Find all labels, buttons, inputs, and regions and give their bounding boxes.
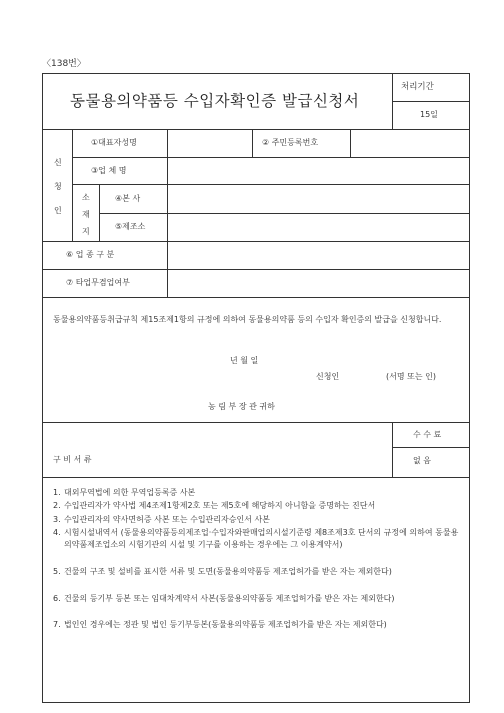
- row-rule-1: [72, 157, 470, 158]
- signer-label: 신청인: [316, 372, 340, 381]
- row-rule-6: [42, 297, 470, 298]
- document-text: 건물의 등기부 등본 또는 임대차계약서 사본(동물용의약품등 제조업허가를 받은 자는 제외한다): [64, 594, 395, 603]
- document-item: [53, 619, 465, 631]
- business-type-label: ⑥ 업 종 구 분: [66, 250, 115, 259]
- row-rule-5: [42, 269, 470, 270]
- document-number: 2.: [53, 501, 61, 510]
- addressee: 농 림 부 장 관 귀하: [208, 402, 275, 411]
- company-name-label: ③업 체 명: [91, 166, 127, 175]
- title-bottom-rule: [42, 129, 470, 130]
- document-item: [53, 500, 465, 512]
- fee-divider: [392, 447, 470, 448]
- processing-value: 15일: [420, 110, 438, 119]
- row-rule-7: [42, 422, 470, 423]
- declaration-text: 동물용의약품등취급규칙 제15조제1항의 규정에 의하여 동물용의약품 등의 수입자 확인증의 발급을 신청합니다.: [53, 315, 442, 324]
- fee-label: 수 수 료: [413, 430, 442, 439]
- document-text: 수입관리자의 약사면허증 사본 또는 수입관리자승인서 사본: [64, 515, 270, 524]
- row-rule-8: [42, 477, 470, 478]
- fee-col-divider: [392, 422, 393, 477]
- form-title: 동물용의약품등 수입자확인증 발급신청서: [70, 92, 360, 110]
- other-business-label: ⑦ 타업무겸업여부: [66, 278, 130, 287]
- document-number: 7.: [53, 620, 61, 629]
- processing-divider: [392, 101, 470, 102]
- date-line: 년 월 일: [230, 356, 259, 365]
- processing-label: 처리기간: [401, 82, 434, 92]
- resident-number-label: ② 주민등록번호: [262, 138, 319, 147]
- document-item: [53, 527, 465, 551]
- applicant-label-3: 인: [54, 206, 62, 215]
- applicant-label-1: 신: [54, 158, 62, 167]
- document-number: 6.: [53, 594, 61, 603]
- document-number: 1.: [53, 488, 61, 497]
- title-divider: [392, 73, 393, 129]
- fee-value: 없 음: [413, 456, 431, 465]
- document-number: 5.: [53, 567, 61, 576]
- row-rule-4: [42, 241, 470, 242]
- document-item: [53, 514, 465, 526]
- applicant-label-2: 청: [54, 182, 62, 191]
- location-col-divider: [99, 184, 100, 241]
- document-text: 수입관리자가 약사법 제4조제1항제2호 또는 제5호에 해당하지 아니함을 증명하는 진단서: [64, 501, 376, 510]
- location-label-1: 소: [82, 193, 90, 202]
- location-label-2: 재: [82, 210, 90, 219]
- document-text: 시험시설내역서 (동물용의약품등의제조업·수입자와판매업의시설기준령 제8조제3호 단서의 규정에 의하여 동물용의약품제조업소의 시험기관의 시설 및 기구를 이용하는 경우에는 그 이용계약서): [64, 528, 459, 549]
- location-label-3: 지: [82, 227, 90, 236]
- document-number: 4.: [53, 528, 61, 537]
- name-col-divider: [252, 129, 253, 157]
- signature-note: (서명 또는 인): [386, 372, 436, 381]
- document-text: 건물의 구조 및 설비를 표시한 서류 및 도면(동물용의약품등 제조업허가를 받은 자는 제외한다): [64, 567, 392, 576]
- document-item: [53, 593, 465, 605]
- document-text: 법인인 경우에는 정관 및 법인 등기부등본(동물용의약품등 제조업허가를 받은 자는 제외한다): [64, 620, 387, 629]
- row-rule-3: [99, 213, 470, 214]
- document-item: [53, 566, 465, 578]
- document-text: 대외무역법에 의한 무역업등록증 사본: [64, 488, 196, 497]
- documents-label: 구 비 서 류: [53, 455, 92, 464]
- label-col-divider: [167, 129, 168, 297]
- document-item: [53, 487, 465, 499]
- applicant-col-divider: [72, 129, 73, 241]
- factory-label: ⑤제조소: [115, 222, 146, 231]
- resident-col-divider: [350, 129, 351, 157]
- row-rule-2: [72, 184, 470, 185]
- rep-name-label: ①대표자성명: [91, 138, 137, 147]
- form-number: 〈138번〉: [42, 59, 86, 69]
- head-office-label: ④본 사: [115, 194, 141, 203]
- document-number: 3.: [53, 515, 61, 524]
